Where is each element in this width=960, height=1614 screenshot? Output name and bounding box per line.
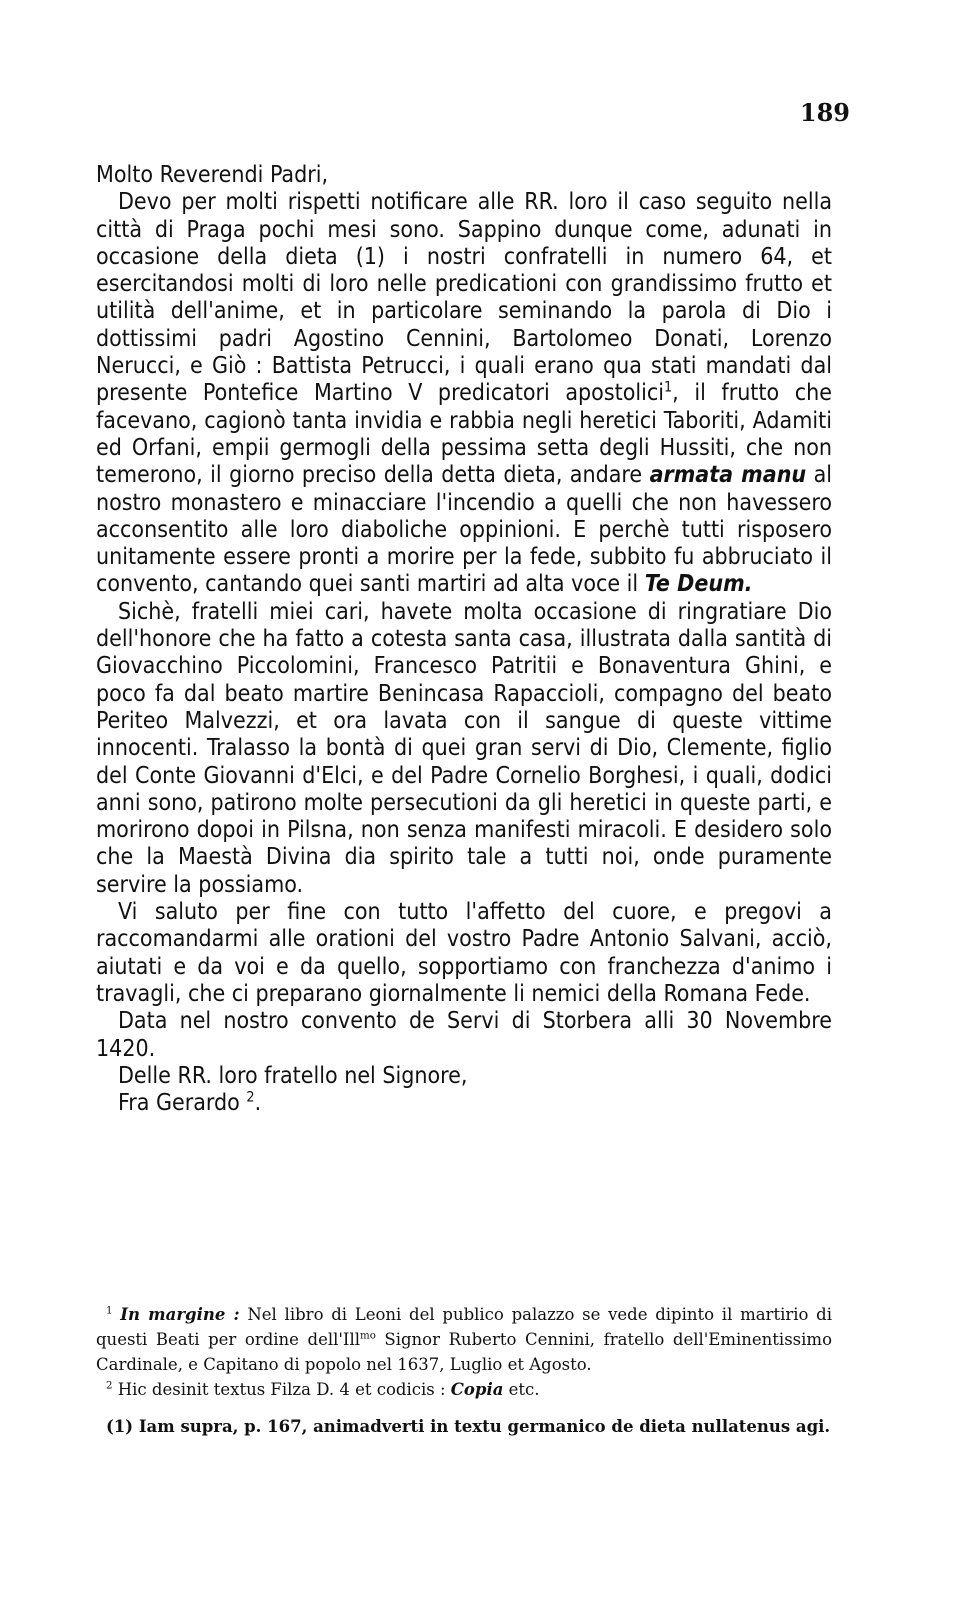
signature-name: Fra Gerardo [118,1090,240,1117]
footnote-1-marker: 1 [106,1305,113,1317]
footnote-2-end: etc. [503,1380,540,1399]
letter-dateline: Data nel nostro convento de Servi di Storbera alli 30 Novembre 1420. [96,1008,832,1062]
footnote-1-text-a: Nel libro di Leoni del publico palazzo se vede dipinto il martirio di questi Beati per ordine dell'Ill [96,1305,833,1349]
italic-phrase-te-deum: Te Deum. [644,571,753,598]
footnote-ref-2: 2 [246,1089,255,1106]
letter-signature: Fra Gerardo $^2$. [118,1089,262,1117]
letter-paragraph-3: Vi saluto per fine con tutto l'affetto del cuore, e pregovi a raccomandarmi alle orationi del vostro Padre Antonio Salvani, acciò, aiutati e da voi e da quello, sopportiamo con franchezza d'animo i travagli, che ci preparano giornalmente li nemici della Romana Fede. [96,899,832,1007]
letter-body [96,162,832,1117]
editor-note: (1) Iam supra, p. 167, animadverti in textu germanico de dieta nullatenus agi. [106,1417,831,1436]
footnote-1-label: In margine : [120,1305,240,1324]
letter-salutation: Molto Reverendi Padri, [96,162,329,188]
footnote-1-text-b: Signor Ruberto Cennini, fratello dell'Eminentissimo Cardinale, e Capitano di popolo nel 1637, Luglio et Agosto. [96,1330,832,1374]
paragraph-1-text-a: Devo per molti rispetti notificare alle RR. loro il caso seguito nella città di Praga pochi mesi sono. Sappino dunque come, adunati in occasione della dieta (1) i nostri confratelli in numero 64, et esercitandosi molti di loro nelle predicationi con grandissimo frutto et utilità dell'anime, et in particolare seminando la parola di Dio i dottissimi padri Agostino Cennini, Bartolomeo Donati, Lorenzo Nerucci, e Giò : Battista Petrucci, i quali erano qua stati mandati dal presente Pontefice Martino V predicatori apostolici [96,189,832,407]
footnote-2-italic: Copia [450,1380,504,1399]
footnote-1 [96,1302,832,1377]
footnote-2-text: Hic desinit textus Filza D. 4 et codicis : [112,1380,451,1399]
footnote-ref-1: 1 [664,379,673,396]
footnote-2-marker: 2 [106,1380,113,1392]
footnote-2 [96,1377,832,1402]
letter-paragraph-2: Sichè, fratelli miei cari, havete molta occasione di ringratiare Dio dell'honore che ha fatto a cotesta santa casa, illustrata dalla santità di Giovacchino Piccolomini, Francesco Patritii e Bonaventura Ghini, e poco fa dal beato martire Benincasa Rapaccioli, compagno del beato Periteo Malvezzi, et ora lavata con il sangue di queste vittime innocenti. Tralasso la bontà di quei gran servi di Dio, Clemente, figlio del Conte Giovanni d'Elci, e del Padre Cornelio Borghesi, i quali, dodici anni sono, patirono molte persecutioni da gli heretici in queste parti, e morirono dopoi in Pilsna, non senza manifesti miracoli. E desidero solo che la Maestà Divina dia spirito tale a tutti noi, onde puramente servire la possiamo. [96,598,832,898]
italic-phrase-armata-manu: armata manu [649,462,807,489]
footnote-1-superscript: mo [360,1330,376,1342]
footnotes [96,1302,832,1439]
letter-paragraph-1 [96,189,832,598]
paragraph-1-text-b: , il frutto che facevano, cagionò tanta invidia e rabbia negli heretici Taboriti, Adamiti ed Orfani, empii germogli della pessima setta degli Hussiti, che non temerono, il giorno preciso della detta dieta, andare [96,380,832,489]
letter-closing: Delle RR. loro fratello nel Signore, [118,1062,468,1089]
paragraph-1-text-c: al nostro monastero e minacciare l'incendio a quelli che non havessero acconsentito alle loro diaboliche oppinioni. E perchè tutti risposero unitamente essere pronti a morire per la fede, subbito fu abbruciato il convento, cantando quei santi martiri ad alta voce il [96,462,833,598]
page-number: 189 [799,98,850,127]
